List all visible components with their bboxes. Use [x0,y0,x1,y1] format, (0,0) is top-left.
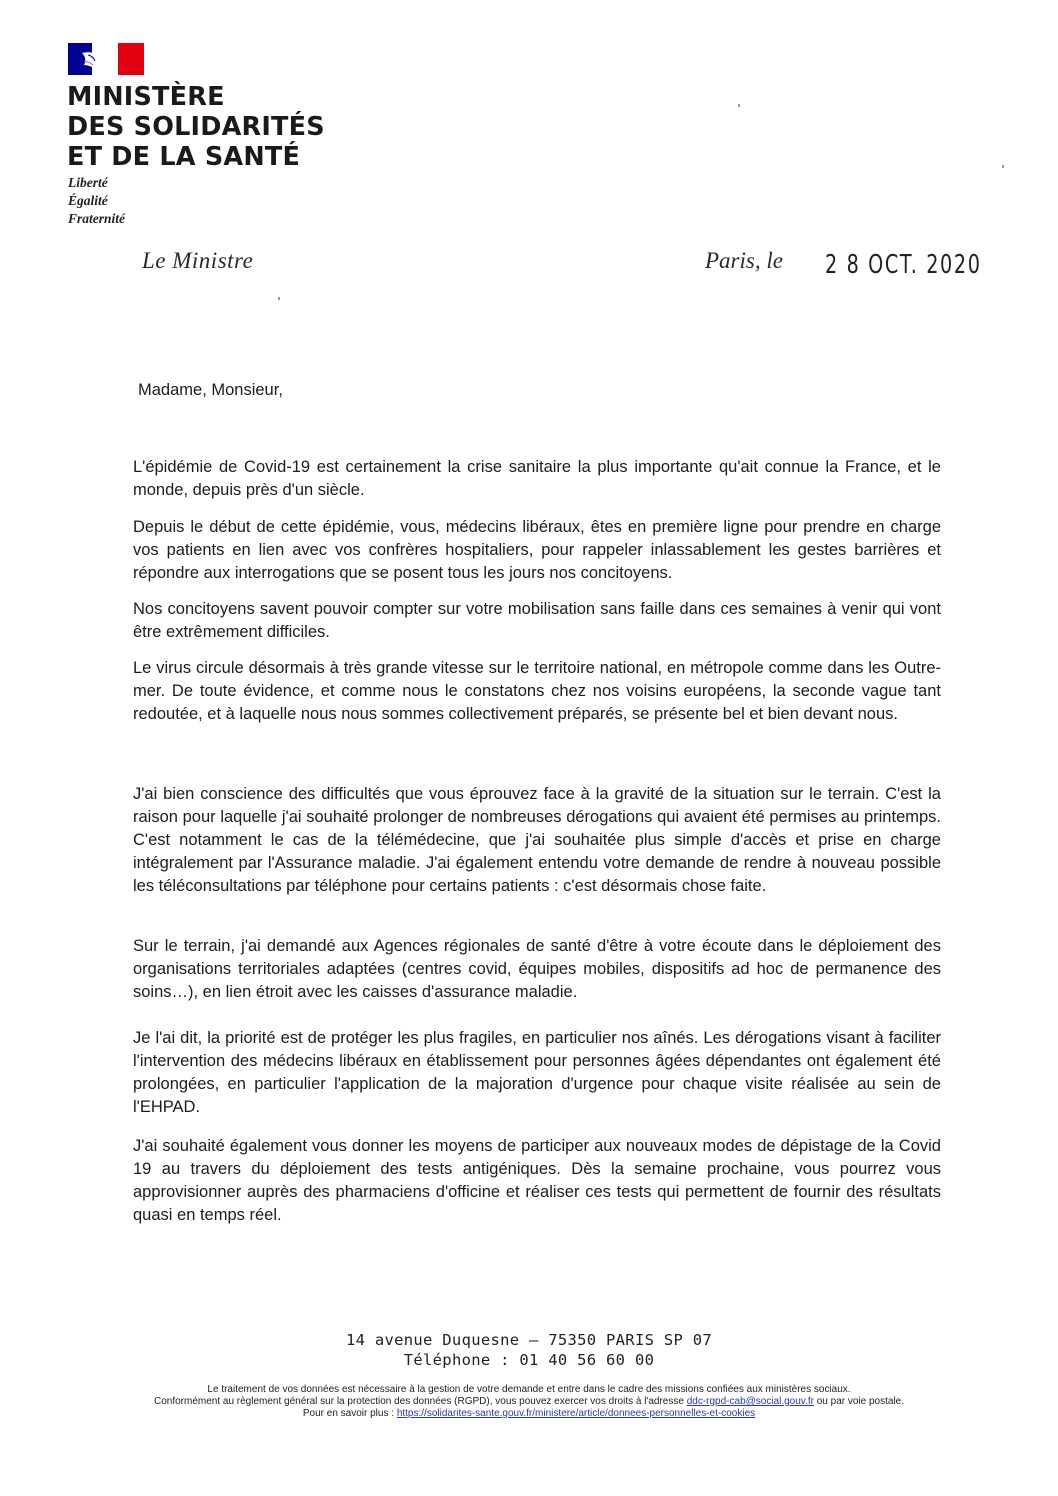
paragraph: Depuis le début de cette épidémie, vous, médecins libéraux, êtes en première ligne pour prendre en charge vos patients en lien avec vos confrères hospitaliers, pour rappeler inlassablement les gestes barrières et répondre aux interrogations que se posent tous les jours nos concitoyens. [133,518,941,582]
paragraph: Le virus circule désormais à très grande vitesse sur le territoire national, en métropole comme dans les Outre-mer. De toute évidence, et comme nous le constatons chez nos voisins européens, la seconde vague tant redoutée, et à laquelle nous nous sommes collectivement préparés, se présente bel et bien devant nous. [133,659,941,723]
paragraph: L'épidémie de Covid-19 est certainement la crise sanitaire la plus importante qu'ait connue la France, et le monde, depuis près d'un siècle. [133,458,941,499]
privacy-policy-link[interactable]: https://solidarites-sante.gouv.fr/ministere/article/donnees-personnelles-et-cookies [396,1408,756,1419]
footer-address-block [0,1330,1058,1370]
paragraph: J'ai bien conscience des difficultés que vous éprouvez face à la gravité de la situation sur le terrain. C'est la raison pour laquelle j'ai souhaité prolonger de nombreuses dérogations qui avaient été permises au printemps. C'est notamment le cas de la télémédecine, que j'ai souhaitée plus simple d'accès et prise en charge intégralement par l'Assurance maladie. J'ai également entendu votre demande de rendre à nouveau possible les téléconsultations par téléphone pour certains patients : c'est désormais chose faite. [133,785,941,895]
footer-phone: Téléphone : 01 40 56 60 00 [403,1351,655,1369]
ministry-line: DES SOLIDARITÉS [67,112,325,142]
paragraph: Nos concitoyens savent pouvoir compter sur votre mobilisation sans faille dans ces semaines à venir qui vont être extrêmement difficiles. [133,600,941,641]
legal-text: Pour en savoir plus : [302,1408,395,1419]
paragraph: J'ai souhaité également vous donner les moyens de participer aux nouveaux modes de dépistage de la Covid 19 au travers du déploiement des tests antigéniques. Dès la semaine prochaine, vous pourrez vous approvisionner auprès des pharmaciens d'officine et réaliser ces tests qui permettent de fournir des résultats quasi en temps réel. [133,1137,941,1224]
ministry-name [67,82,325,172]
motto-line: Liberté [68,175,108,190]
ministry-line: MINISTÈRE [67,82,225,112]
scan-speck [738,104,740,107]
marianne-logo-icon [68,43,144,75]
republic-motto [68,174,125,228]
date-stamp: 2 8 OCT. 2020 [825,250,982,280]
motto-line: Égalité [68,193,108,208]
paragraph: Sur le terrain, j'ai demandé aux Agences régionales de santé d'être à votre écoute dans le déploiement des organisations territoriales adaptées (centres covid, équipes mobiles, dispositifs ad hoc de permanence des soins…), en lien étroit avec les caisses d'assurance maladie. [133,937,941,1001]
legal-line: Le traitement de vos données est nécessaire à la gestion de votre demande et entre dans le cadre des missions confiées aux ministères sociaux. [207,1384,851,1395]
place-label: Paris, le [705,248,783,273]
motto-line: Fraternité [68,211,126,226]
sender-title: Le Ministre [142,248,254,273]
legal-text: Conformément au règlement général sur la protection des données (RGPD), vous pouvez exercer vos droits à l'adresse [153,1396,684,1407]
ministry-line: ET DE LA SANTÉ [67,142,301,172]
legal-line [0,1396,1058,1408]
rgpd-email-link[interactable]: ddc-rgpd-cab@social.gouv.fr [686,1396,814,1407]
scan-speck [1002,165,1004,168]
paragraph: Je l'ai dit, la priorité est de protéger les plus fragiles, en particulier nos aînés. Les dérogations visant à faciliter l'intervention des médecins libéraux en établissement pour personnes âgées dépendantes ont également été prolongées, en particulier l'application de la majoration d'urgence pour chaque visite réalisée au sein de l'EHPAD. [133,1029,941,1116]
legal-line [0,1408,1058,1420]
legal-notice [0,1384,1058,1420]
salutation: Madame, Monsieur, [138,381,283,399]
scan-speck [278,297,280,300]
footer-address: 14 avenue Duquesne – 75350 PARIS SP 07 [345,1331,712,1349]
legal-text: ou par voie postale. [816,1396,905,1407]
